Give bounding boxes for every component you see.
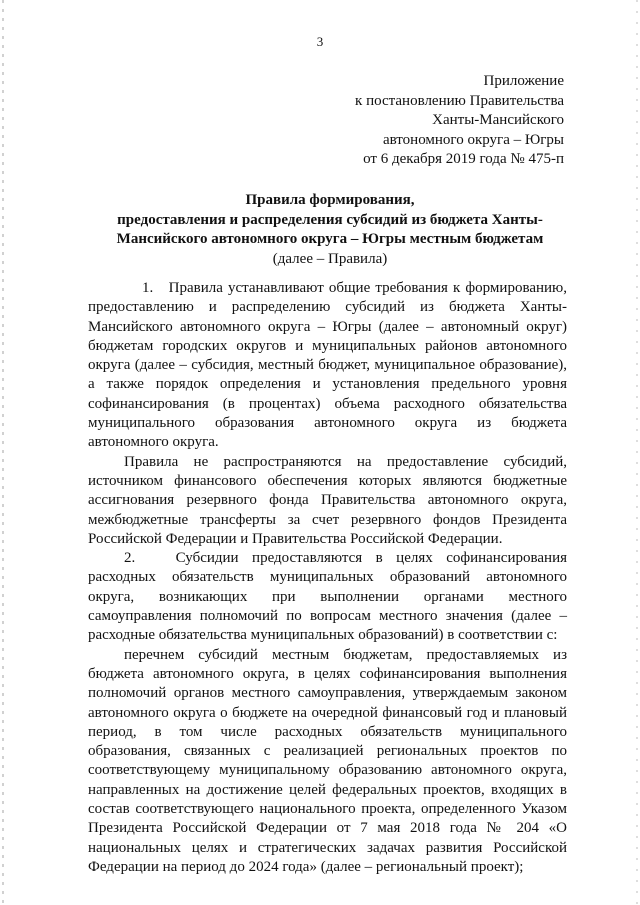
title-line: предоставления и распределения субсидий из бюджета Ханты- — [117, 211, 543, 228]
document-title — [100, 191, 560, 269]
appendix-line: от 6 декабря 2019 года № 475-п — [363, 151, 564, 167]
appendix-line: Приложение — [483, 73, 564, 89]
page-number: 3 — [316, 34, 324, 49]
title-line: Мансийского автономного округа – Югры местным бюджетам — [116, 231, 544, 247]
scan-edge-right — [636, 0, 638, 905]
document-body — [88, 279, 567, 877]
scan-edge-left — [2, 0, 4, 905]
appendix-line: Ханты-Мансийского — [432, 112, 564, 128]
paragraph: 1. Правила устанавливают общие требования к формированию, предоставлению и распределению субсидий из бюджета Ханты-Мансийского автономного округа – Югры (далее – автономный округ) бюджетам городских округов и муниципальных районов автономного округа (далее – субсидия, местный бюджет, муниципальное образование), а также порядок определения и установления предельного уровня софинансирования (в процентах) объема расходного обязательства муниципального образования автономного округа из бюджета автономного округа. — [88, 280, 567, 451]
appendix-line: автономного округа – Югры — [382, 131, 564, 148]
appendix-block — [264, 72, 564, 170]
appendix-line: к постановлению Правительства — [355, 92, 564, 109]
paragraph: Правила не распространяются на предоставление субсидий, источником финансового обеспечения которых являются бюджетные ассигнования резервного фонда Правительства автономного округа, межбюджетные трансферты за счет резервного фондов Президента Российской Федерации и Правительства Российской Федерации. — [88, 453, 567, 547]
paragraph: 2. Субсидии предоставляются в целях софинансирования расходных обязательств муниципальных образований автономного округа, возникающих при выполнении органами местного самоуправления полномочий по вопросам местного значения (далее – расходные обязательства муниципальных образований) в соответствии с: — [88, 550, 567, 644]
title-note: (далее – Правила) — [272, 250, 388, 267]
title-line: Правила формирования, — [245, 192, 415, 208]
paragraph: перечнем субсидий местным бюджетам, предоставляемых из бюджета автономного округа, в целях софинансирования выполнения полномочий органов местного самоуправления, утверждаемым законом автономного округа о бюджете на очередной финансовый год и плановый период, в том числе расходных обязательств муниципального образования, связанных с реализацией региональных проектов по соответствующему муниципальному образованию автономного округа, направленных на достижение целей федеральных проектов, входящих в состав соответствующего национального проекта, определенного Указом Президента Российской Федерации от 7 мая 2018 года № 204 «О национальных целях и стратегических задачах развития Российской Федерации на период до 2024 года» (далее – региональный проект); — [88, 646, 567, 875]
